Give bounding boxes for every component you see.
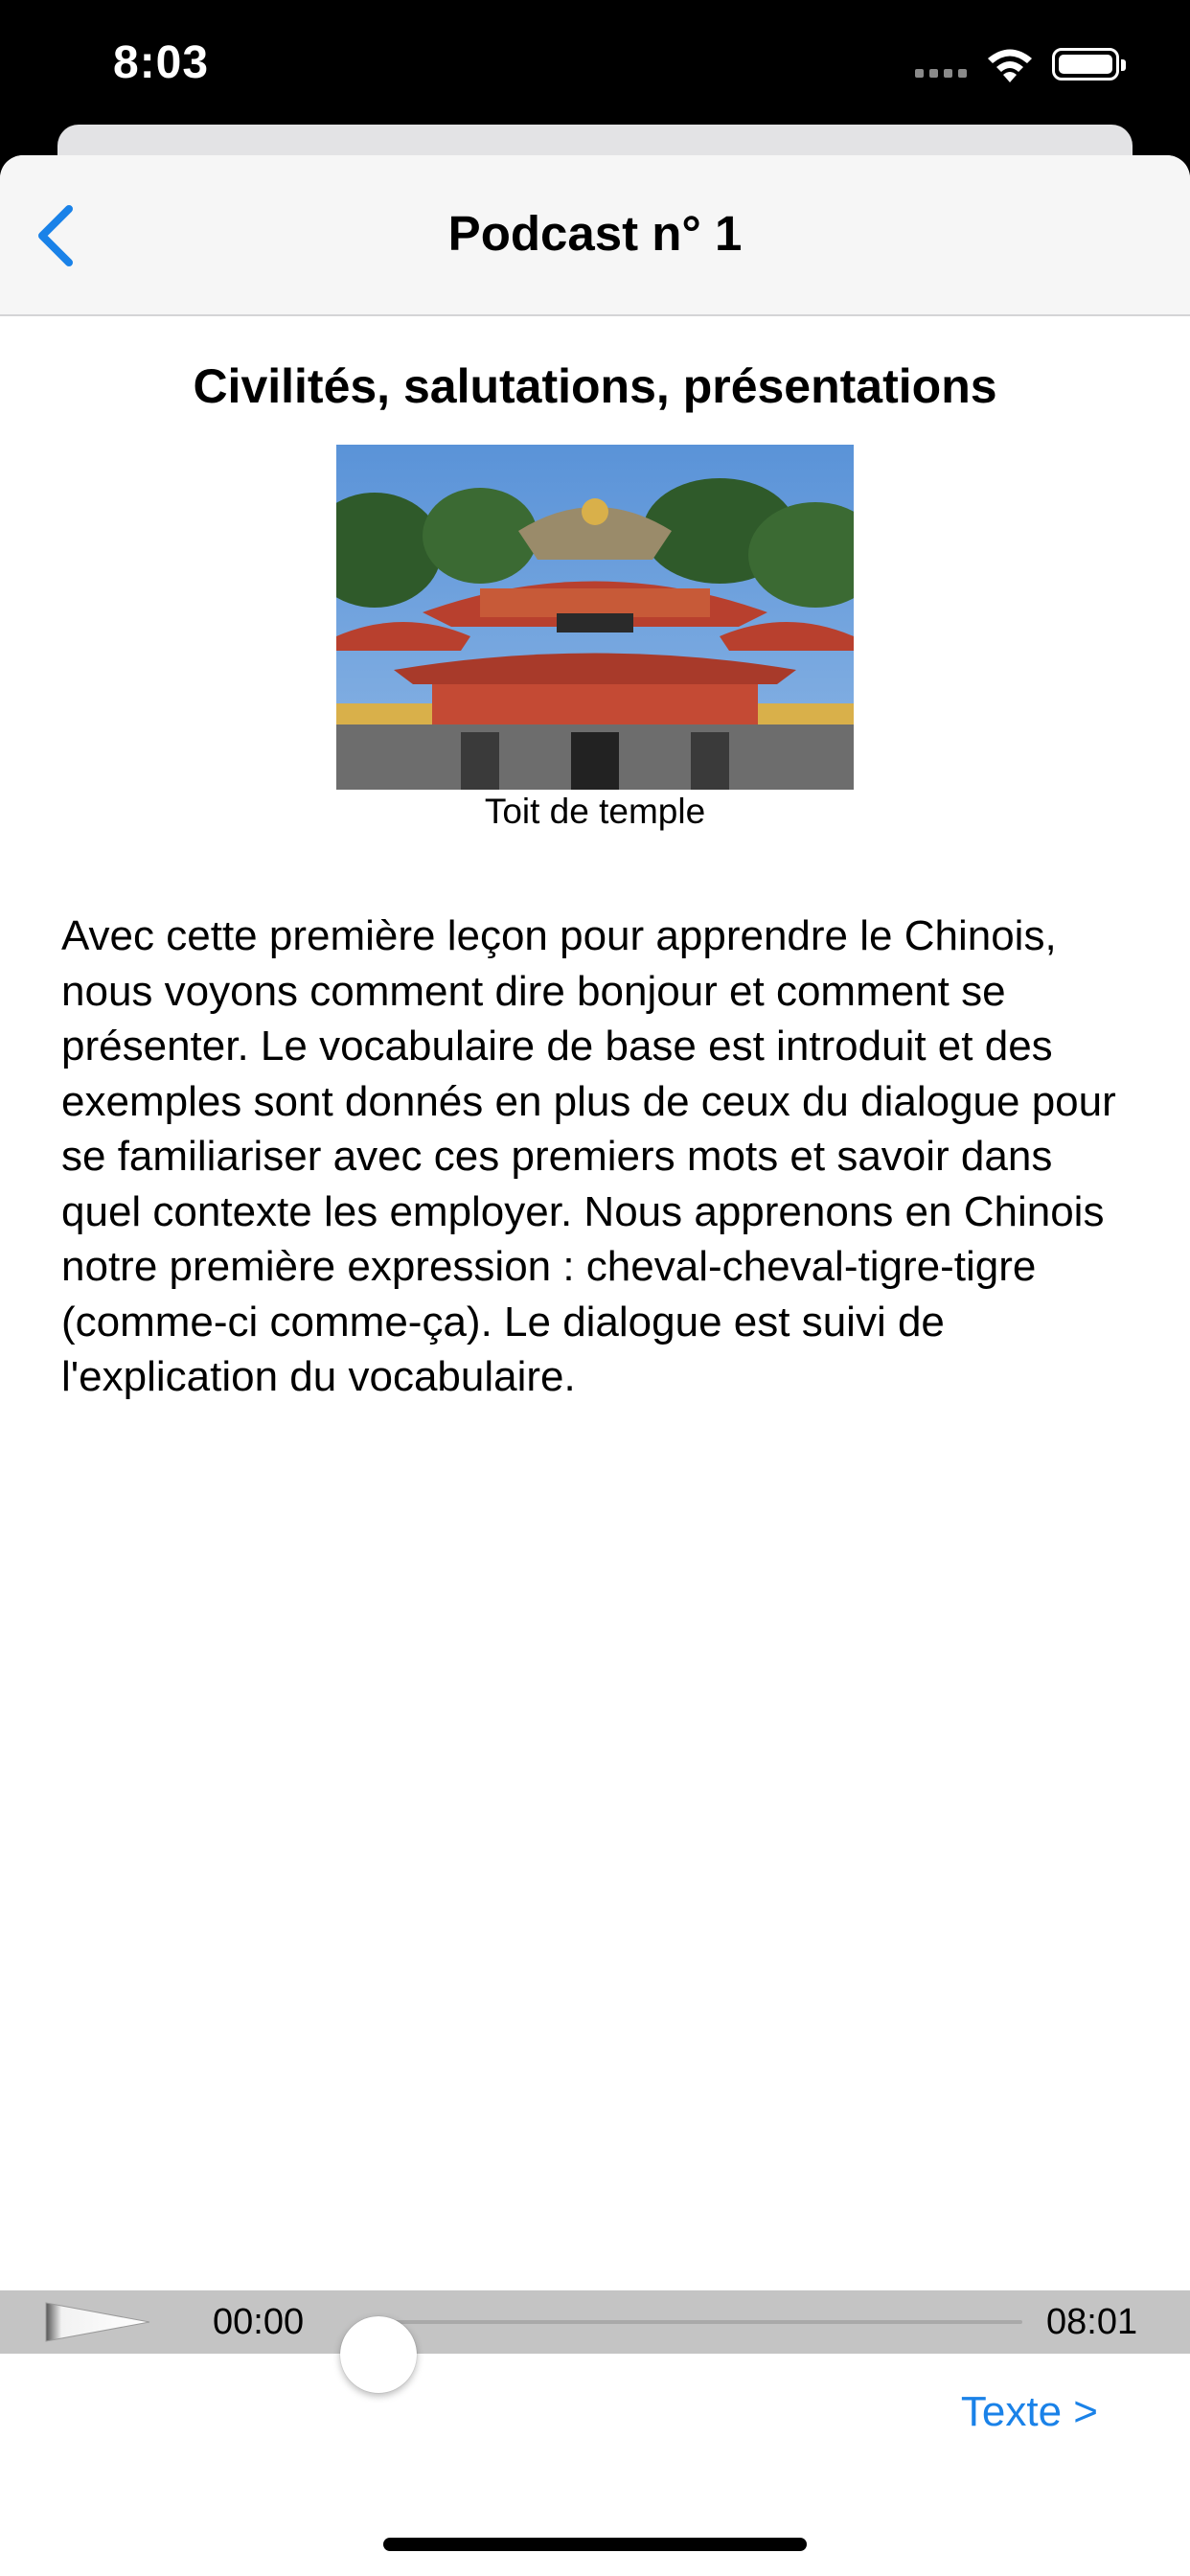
play-button[interactable] [40, 2300, 155, 2344]
page-title: Podcast n° 1 [447, 206, 743, 261]
signal-dots-icon [915, 69, 967, 78]
lesson-title: Civilités, salutations, présentations [193, 359, 997, 413]
lesson-description: Avec cette première leçon pour apprendre le Chinois, nous voyons comment dire bonjour et comment se présenter. Le vocabulaire de base est introduit et des exemples sont donnés en plus de ceux du dialogue pour se familiariser avec ces premiers mots et savoir dans quel contexte les employer. Nous apprenons en Chinois notre première expression : cheval-cheval-tigre-tigre (comme-ci comme-ça). Le dialogue est suivi de l'explication du vocabulaire. [61, 912, 1116, 1400]
status-time: 8:03 [113, 37, 210, 88]
home-indicator [383, 2538, 807, 2551]
total-time: 08:01 [1046, 2302, 1138, 2342]
progress-slider-thumb[interactable] [340, 2316, 417, 2393]
progress-slider-track[interactable] [378, 2320, 1022, 2324]
image-caption: Toit de temple [484, 792, 706, 831]
status-bar [0, 0, 1190, 144]
temple-roof-image [336, 445, 854, 790]
current-time: 00:00 [213, 2302, 305, 2342]
battery-icon [1052, 48, 1119, 80]
navigation-bar [0, 155, 1190, 316]
play-icon [46, 2303, 149, 2341]
audio-player [0, 2290, 1190, 2354]
wifi-icon [985, 46, 1035, 84]
text-link-button[interactable]: Texte > [960, 2388, 1098, 2435]
modal-sheet [0, 155, 1190, 2576]
